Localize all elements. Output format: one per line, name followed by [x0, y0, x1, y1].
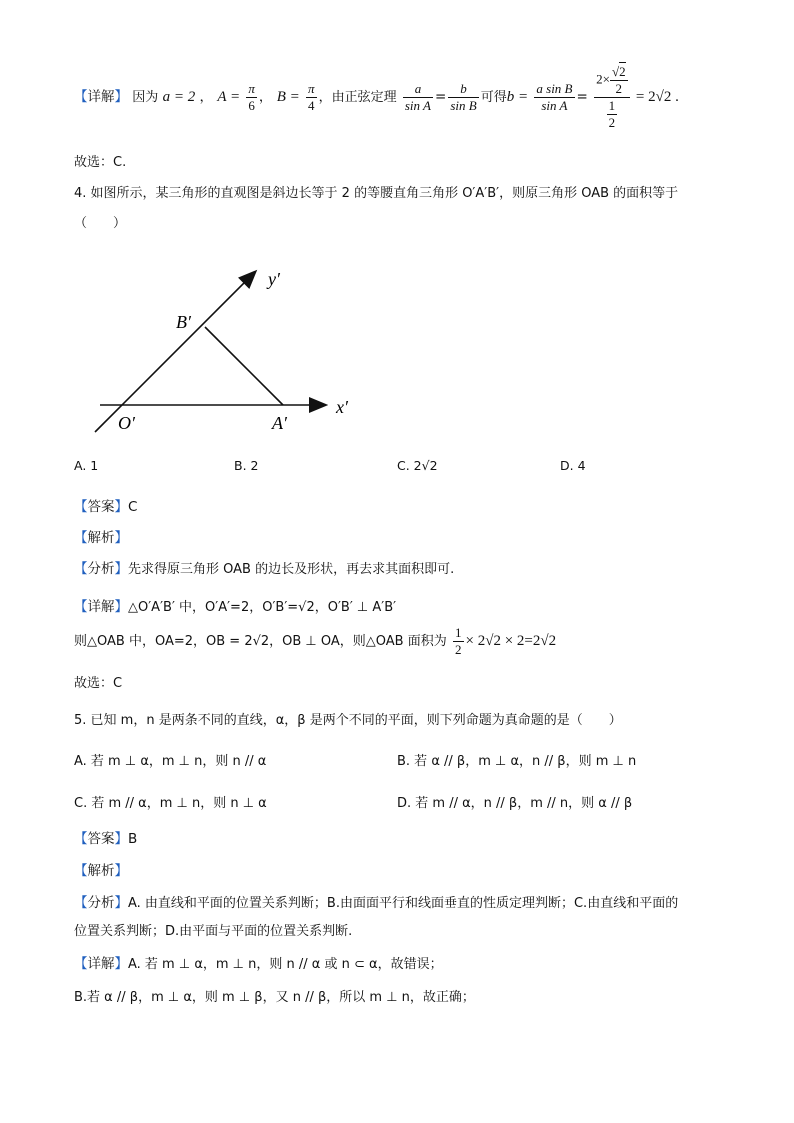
q4-answer: 【答案】C — [74, 499, 138, 515]
q4-analysis: 【解析】 — [74, 530, 128, 546]
q5-fenxi-2: 位置关系判断；D.由平面与平面的位置关系判断. — [74, 924, 353, 939]
q3-frac-pi-6: $\frac{\pi}{6}$ — [248, 81, 255, 113]
segment-AB — [205, 327, 283, 405]
q3-result: = 2√2 . — [635, 89, 679, 105]
q4-area-line: 则△OAB 中，OA=2，OB = 2√2，OB ⊥ OA，则△OAB 面积为 $\frac{1}{2}$ × 2√2 × 2=2√2 — [74, 625, 557, 657]
label-O: O′ — [118, 413, 135, 433]
q4-option-d: D. 4 — [560, 458, 586, 473]
detail-tag: 【详解】 — [74, 89, 128, 105]
q3-A-eq: A = — [217, 89, 241, 105]
q4-stem: 4. 如图所示，某三角形的直观图是斜边长等于 2 的等腰直角三角形 O′A′B′，则原三角形 OAB 的面积等于 — [74, 186, 679, 201]
q5-option-d: D. 若 m // α，n // β，m // n，则 α // β — [397, 796, 633, 811]
q3-detail-line: 【详解】 因为 a = 2 ， A = $\frac{\pi}{6}$ ， B = $\frac{\pi}{4}$ ，由正弦定理 $\frac{a}{\text{sin A}}$ = $\frac{b}{\text{sin B}}$ 可得b = $\frac{\text{a sin B}}{\text{sin A}}$ = 2× $\frac{√2}{2}$ $\frac{1}{2}$ = 2√2 . — [74, 64, 679, 130]
q3-B-eq: B = — [276, 89, 300, 105]
q5-option-a: A. 若 m ⊥ α，m ⊥ n，则 n // α — [74, 754, 267, 769]
q3-frac-b-sinB: $\frac{b}{\text{sin B}}$ — [450, 81, 477, 113]
q4-option-a: A. 1 — [74, 458, 99, 473]
q4-paren: （ ） — [74, 216, 127, 231]
q3-text1: 因为 — [132, 90, 159, 105]
q4-half: $\frac{1}{2}$ — [455, 625, 462, 657]
q5-option-c: C. 若 m // α，m ⊥ n，则 n ⊥ α — [74, 796, 267, 811]
q3-text3: 可得 — [480, 90, 507, 105]
label-y: y′ — [268, 269, 280, 289]
q4-choice: 故选：C — [74, 676, 123, 691]
q4-option-b: B. 2 — [234, 458, 259, 473]
q4-fenxi: 【分析】先求得原三角形 OAB 的边长及形状，再去求其面积即可. — [74, 561, 455, 577]
q3-frac-asinB-sinA: $\frac{\text{a sin B}}{\text{sin A}}$ — [536, 81, 573, 113]
label-B: B′ — [176, 312, 191, 332]
q3-text2: ，由正弦定理 — [318, 90, 397, 105]
label-x: x′ — [336, 397, 348, 417]
q4-xiangjie: 【详解】△O′A′B′ 中，O′A′=2，O′B′=√2，O′B′ ⊥ A′B′ — [74, 599, 397, 615]
q3-frac-complex: 2× $\frac{√2}{2}$ $\frac{1}{2}$ — [594, 64, 629, 131]
q5-xiangjie-a: 【详解】A. 若 m ⊥ α，m ⊥ n，则 n // α 或 n ⊂ α，故错误； — [74, 956, 443, 972]
q5-answer: 【答案】B — [74, 831, 138, 847]
label-A: A′ — [272, 413, 287, 433]
q3-frac-a-sinA: $\frac{a}{\text{sin A}}$ — [404, 81, 432, 113]
q3-choice: 故选：C. — [74, 155, 127, 170]
q3-frac-pi-4: $\frac{\pi}{4}$ — [308, 81, 315, 113]
q5-analysis: 【解析】 — [74, 863, 128, 879]
q5-stem: 5. 已知 m，n 是两条不同的直线，α，β 是两个不同的平面，则下列命题为真命题的是（ ） — [74, 713, 622, 728]
q5-fenxi-1: 【分析】A. 由直线和平面的位置关系判断；B.由面面平行和线面垂直的性质定理判断；C.由直线和平面的 — [74, 895, 679, 911]
q3-a-eq: a = 2 — [162, 89, 196, 105]
q5-xiangjie-b: B.若 α // β，m ⊥ α，则 m ⊥ β，又 n // β，所以 m ⊥ n，故正确； — [74, 990, 475, 1005]
q5-option-b: B. 若 α // β，m ⊥ α，n // β，则 m ⊥ n — [397, 754, 637, 769]
q4-option-c: C. 2√2 — [397, 458, 438, 473]
q3-b-eq: b = — [506, 89, 529, 105]
